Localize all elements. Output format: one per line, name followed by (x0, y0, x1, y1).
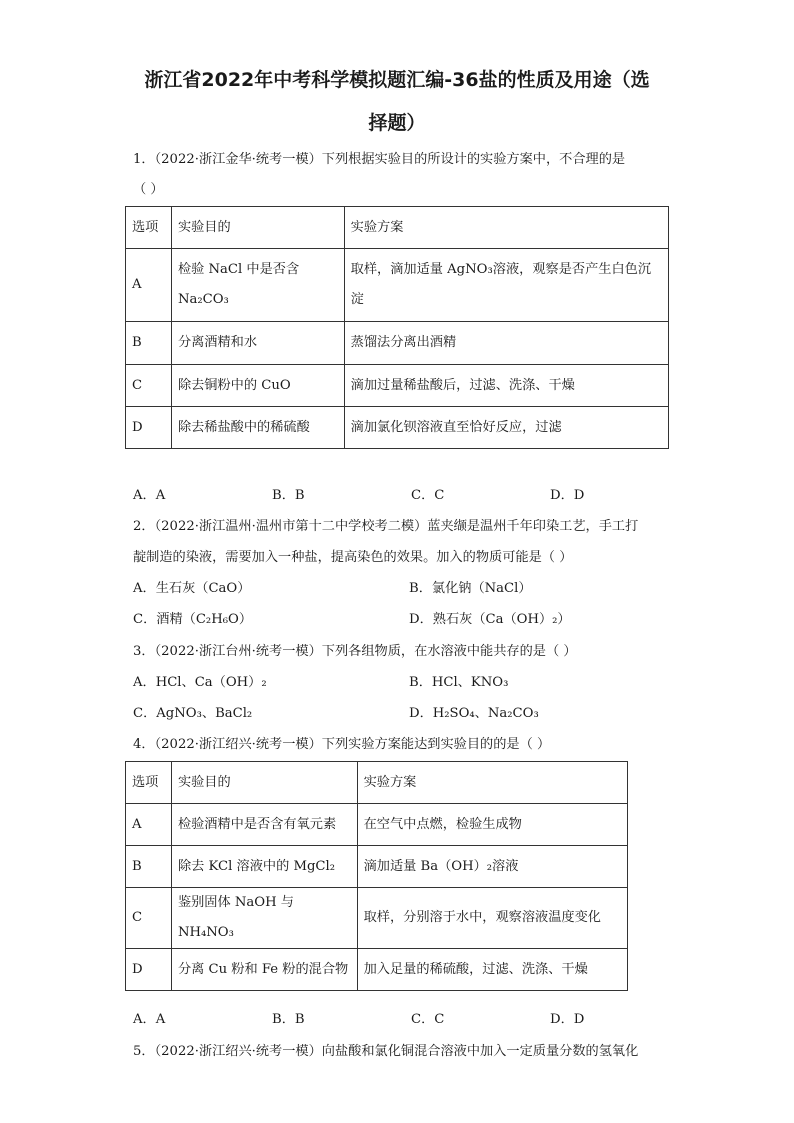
row-option: B (126, 322, 172, 365)
row-option: B (126, 846, 172, 888)
q3-choice-d[interactable]: D．H₂SO₄、Na₂CO₃ (409, 706, 539, 721)
q4-choice-c[interactable]: C．C (411, 1012, 445, 1027)
q4-choice-a[interactable]: A．A (133, 1012, 166, 1027)
q2-choice-c[interactable]: C．酒精（C₂H₆O） (133, 612, 253, 627)
q1-choice-c[interactable]: C．C (411, 488, 445, 503)
q1-answer-paren: （ ） (133, 182, 164, 197)
q2-choice-a[interactable]: A．生石灰（CaO） (133, 581, 251, 596)
q3-choices-row-1 (133, 673, 685, 693)
row-goal-line: 检验 NaCl 中是否含 (177, 262, 300, 277)
q4-choice-b[interactable]: B．B (272, 1012, 305, 1027)
q4-table-row-a (126, 804, 628, 846)
row-plan: 蒸馏法分离出酒精 (344, 322, 668, 365)
row-plan: 在空气中点燃，检验生成物 (357, 804, 627, 846)
row-plan: 滴加氯化钡溶液直至恰好反应，过滤 (344, 407, 668, 449)
q2-choices-row-2 (133, 610, 685, 630)
row-plan (344, 249, 668, 322)
q1-table-row-a (126, 249, 669, 322)
row-goal: 除去 KCl 溶液中的 MgCl₂ (171, 846, 357, 888)
row-goal (171, 249, 344, 322)
q4-table-row-c (126, 888, 628, 949)
q1-choice-b[interactable]: B．B (272, 488, 305, 503)
q3-choices-row-2 (133, 704, 685, 724)
row-plan-line: 取样，滴加适量 AgNO₃溶液，观察是否产生白色沉 (350, 262, 652, 277)
q2-stem-line-2: 靛制造的染液，需要加入一种盐，提高染色的效果。加入的物质可能是（ ） (133, 550, 573, 565)
row-goal: 分离酒精和水 (171, 322, 344, 365)
header-plan: 实验方案 (344, 207, 668, 249)
q1-table-row-c (126, 365, 669, 407)
q5-stem: 5．（2022·浙江绍兴·统考一模）向盐酸和氯化铜混合溶液中加入一定质量分数的氢氧化 (133, 1044, 639, 1059)
q1-choice-d[interactable]: D．D (550, 488, 585, 503)
header-plan: 实验方案 (357, 762, 627, 804)
q4-stem: 4．（2022·浙江绍兴·统考一模）下列实验方案能达到实验目的的是（ ） (133, 737, 551, 752)
q2-stem-line-1: 2．（2022·浙江温州·温州市第十二中学校考二模）蓝夹缬是温州千年印染工艺，手工打 (133, 519, 639, 534)
q4-choice-d[interactable]: D．D (550, 1012, 585, 1027)
row-plan: 滴加适量 Ba（OH）₂溶液 (357, 846, 627, 888)
q4-table-row-b (126, 846, 628, 888)
row-goal: 分离 Cu 粉和 Fe 粉的混合物 (171, 949, 357, 991)
q1-table-header-row (126, 207, 669, 249)
q4-table-row-d (126, 949, 628, 991)
q4-choices (133, 1010, 689, 1030)
row-plan: 取样，分别溶于水中，观察溶液温度变化 (357, 888, 627, 949)
row-option: A (126, 249, 172, 322)
header-goal: 实验目的 (171, 207, 344, 249)
row-option: C (126, 365, 172, 407)
row-plan: 滴加过量稀盐酸后，过滤、洗涤、干燥 (344, 365, 668, 407)
q1-stem: 1．（2022·浙江金华·统考一模）下列根据实验目的所设计的实验方案中，不合理的是 (133, 152, 626, 167)
q1-choice-a[interactable]: A．A (133, 488, 166, 503)
q2-choice-b[interactable]: B．氯化钠（NaCl） (409, 581, 532, 596)
row-goal: 检验酒精中是否含有氧元素 (171, 804, 357, 846)
row-goal: 除去铜粉中的 CuO (171, 365, 344, 407)
q1-table-row-d (126, 407, 669, 449)
row-option: D (126, 407, 172, 449)
doc-title-line-1: 浙江省2022年中考科学模拟题汇编-36盐的性质及用途（选 (144, 69, 650, 91)
doc-title-line-2: 择题） (368, 112, 426, 134)
row-option: D (126, 949, 172, 991)
q3-choice-b[interactable]: B．HCl、KNO₃ (409, 675, 509, 690)
row-plan: 加入足量的稀硫酸，过滤、洗涤、干燥 (357, 949, 627, 991)
q2-choices-row-1 (133, 579, 685, 599)
header-goal: 实验目的 (171, 762, 357, 804)
q1-table (125, 206, 669, 449)
row-plan-line: 淀 (350, 292, 364, 307)
q4-table-header-row (126, 762, 628, 804)
header-option: 选项 (126, 762, 172, 804)
q3-choice-c[interactable]: C．AgNO₃、BaCl₂ (133, 706, 253, 721)
header-option: 选项 (126, 207, 172, 249)
row-goal-line: Na₂CO₃ (177, 292, 229, 307)
q4-table (125, 761, 628, 991)
q3-stem: 3．（2022·浙江台州·统考一模）下列各组物质，在水溶液中能共存的是（ ） (133, 644, 577, 659)
row-goal: 除去稀盐酸中的稀硫酸 (171, 407, 344, 449)
row-option: C (126, 888, 172, 949)
q2-choice-d[interactable]: D．熟石灰（Ca（OH）₂） (409, 612, 571, 627)
q1-choices (133, 486, 689, 506)
q1-table-row-b (126, 322, 669, 365)
q3-choice-a[interactable]: A．HCl、Ca（OH）₂ (133, 675, 267, 690)
row-goal: 鉴别固体 NaOH 与 NH₄NO₃ (171, 888, 357, 949)
row-option: A (126, 804, 172, 846)
